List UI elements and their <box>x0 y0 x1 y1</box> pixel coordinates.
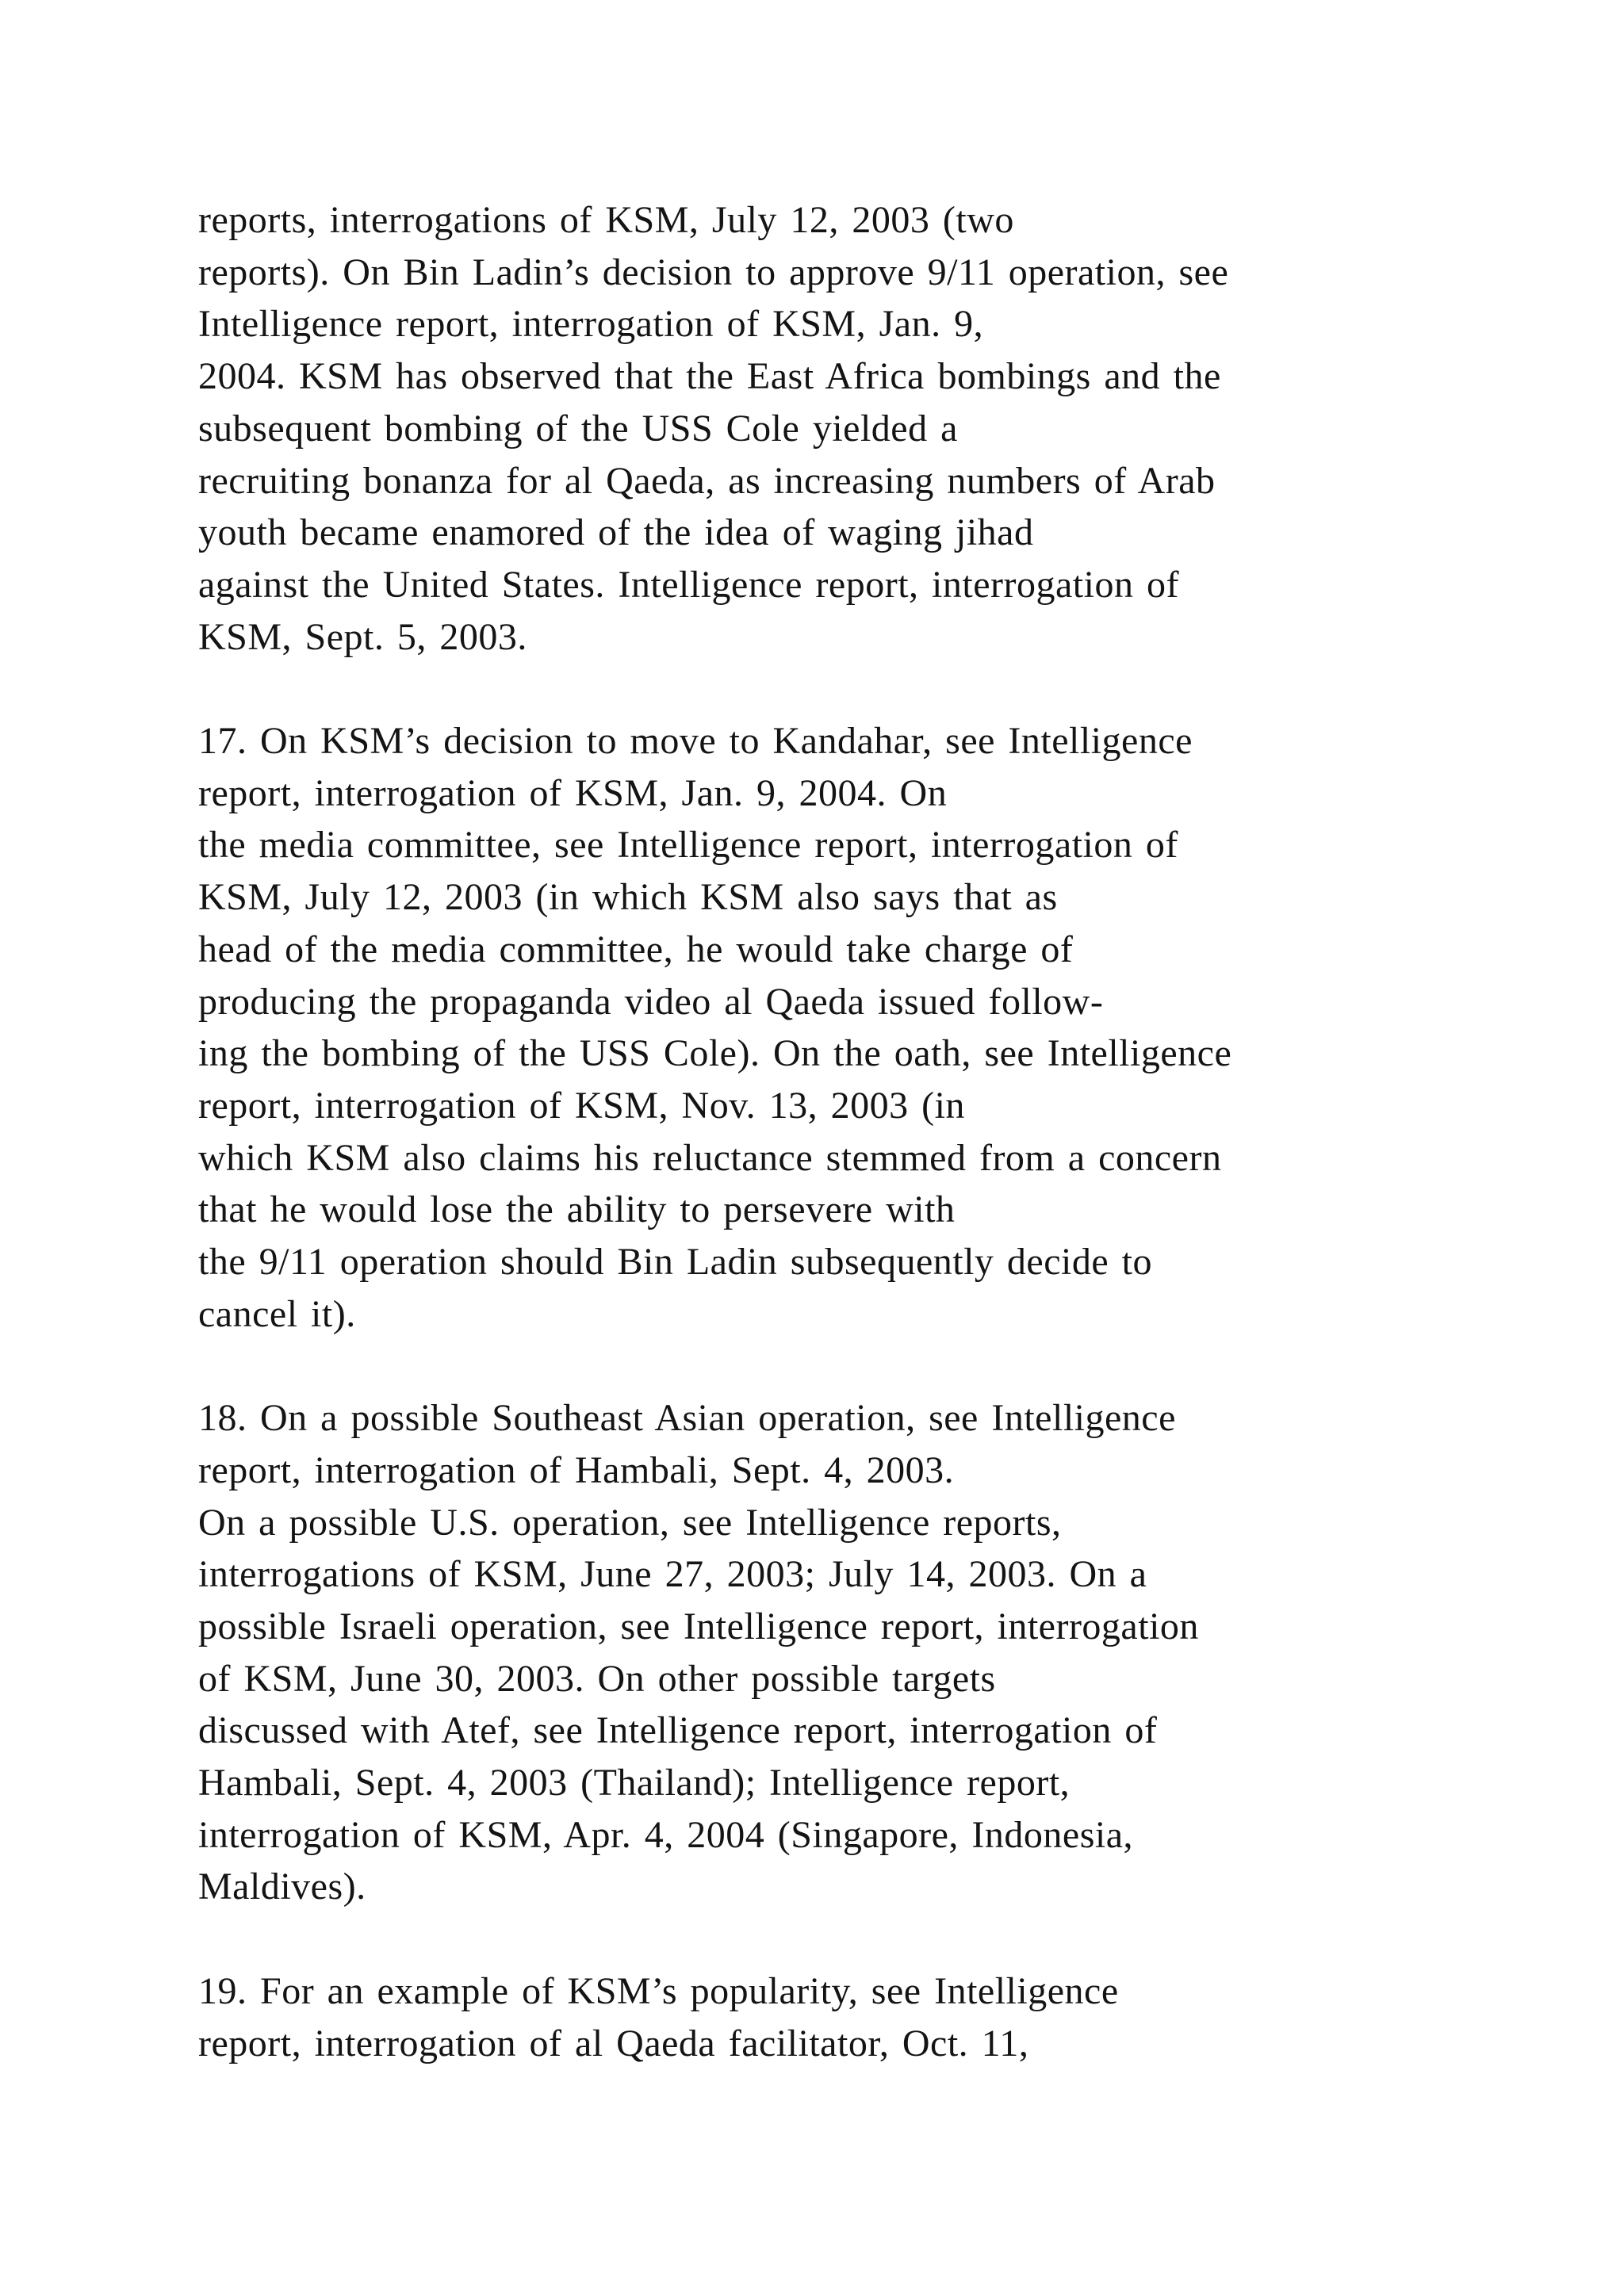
text-line: interrogation of KSM, Apr. 4, 2004 (Singapore, Indonesia, <box>198 1813 1134 1856</box>
endnote-17 <box>198 715 1546 1340</box>
text-line: that he would lose the ability to persevere with <box>198 1188 956 1231</box>
text-line: 17. On KSM’s decision to move to Kandahar, see Intelligence <box>198 720 1193 763</box>
text-line: reports). On Bin Ladin’s decision to approve 9/11 operation, see <box>198 251 1229 293</box>
text-line: Hambali, Sept. 4, 2003 (Thailand); Intelligence report, <box>198 1762 1071 1804</box>
text-line: youth became enamored of the idea of waging jihad <box>198 511 1034 554</box>
text-line: KSM, July 12, 2003 (in which KSM also says that as <box>198 876 1058 919</box>
text-line: of KSM, June 30, 2003. On other possible targets <box>198 1657 996 1700</box>
text-line: report, interrogation of Hambali, Sept. 4, 2003. <box>198 1448 955 1491</box>
text-line: report, interrogation of al Qaeda facilitator, Oct. 11, <box>198 2022 1029 2064</box>
text-line: discussed with Atef, see Intelligence report, interrogation of <box>198 1709 1158 1752</box>
text-line: cancel it). <box>198 1292 356 1335</box>
text-line: report, interrogation of KSM, Nov. 13, 2003 (in <box>198 1084 965 1127</box>
text-line: head of the media committee, he would take charge of <box>198 928 1074 970</box>
text-line: ing the bombing of the USS Cole). On the oath, see Intelligence <box>198 1032 1232 1075</box>
text-line: 18. On a possible Southeast Asian operation, see Intelligence <box>198 1397 1176 1440</box>
text-line: On a possible U.S. operation, see Intelligence reports, <box>198 1501 1062 1544</box>
text-line: subsequent bombing of the USS Cole yielded a <box>198 407 958 450</box>
text-line: KSM, Sept. 5, 2003. <box>198 615 527 658</box>
text-line: producing the propaganda video al Qaeda issued follow- <box>198 980 1104 1023</box>
text-line: 19. For an example of KSM’s popularity, see Intelligence <box>198 1969 1119 2012</box>
text-line: Intelligence report, interrogation of KSM, Jan. 9, <box>198 303 984 346</box>
endnote-19 <box>198 1965 1546 2069</box>
endnote-18 <box>198 1392 1546 1913</box>
text-line: report, interrogation of KSM, Jan. 9, 2004. On <box>198 771 948 814</box>
text-line: the media committee, see Intelligence report, interrogation of <box>198 824 1178 867</box>
text-line: against the United States. Intelligence report, interrogation of <box>198 563 1179 606</box>
text-line: possible Israeli operation, see Intelligence report, interrogation <box>198 1605 1199 1647</box>
text-line: reports, interrogations of KSM, July 12, 2003 (two <box>198 199 1014 241</box>
endnotes-text <box>198 194 1546 2069</box>
text-line: interrogations of KSM, June 27, 2003; July 14, 2003. On a <box>198 1553 1147 1596</box>
text-line: the 9/11 operation should Bin Ladin subsequently decide to <box>198 1241 1153 1284</box>
text-line: 2004. KSM has observed that the East Africa bombings and the <box>198 355 1221 398</box>
text-line: Maldives). <box>198 1866 366 1908</box>
text-line: recruiting bonanza for al Qaeda, as increasing numbers of Arab <box>198 459 1216 502</box>
endnote-paragraph-continued <box>198 194 1546 663</box>
text-line: which KSM also claims his reluctance stemmed from a concern <box>198 1136 1222 1179</box>
